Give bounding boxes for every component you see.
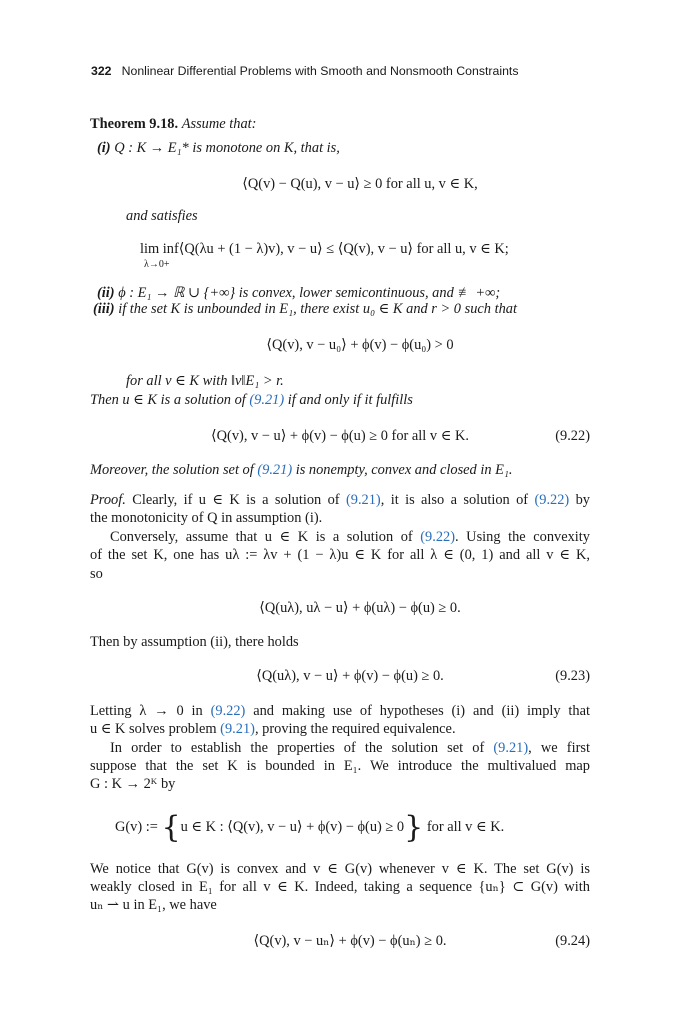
proof-line-10: G : K → 2ᴷ by	[90, 776, 176, 792]
ref-9-21[interactable]: (9.21)	[257, 462, 293, 478]
proof-line-5: so	[90, 566, 103, 582]
ulambda-inequality: ⟨Q(uλ), uλ − u⟩ + ϕ(uλ) − ϕ(u) ≥ 0.	[259, 600, 461, 616]
coercivity-inequality: ⟨Q(v), v − u₀⟩ + ϕ(v) − ϕ(u₀) > 0	[266, 337, 454, 353]
proof-line-7: u ∈ K solves problem (9.21), proving the required equivalence.	[90, 721, 456, 737]
ref-9-21[interactable]: (9.21)	[493, 740, 529, 756]
hypothesis-i: (i) Q : K → E₁* is monotone on K, that is,	[97, 140, 340, 156]
equation-9-24: ⟨Q(v), v − uₙ⟩ + ϕ(v) − ϕ(uₙ) ≥ 0.	[253, 933, 447, 949]
liminf-subscript: λ→0+	[144, 259, 170, 270]
proof-line-2: the monotonicity of Q in assumption (i).	[90, 510, 323, 526]
proof-line-3: Conversely, assume that u ∈ K is a solution of (9.22). Using the convexity	[110, 529, 590, 545]
proof-line-11: We notice that G(v) is convex and v ∈ G(v) whenever v ∈ K. The set G(v) is	[90, 861, 590, 877]
equation-number-9-24: (9.24)	[555, 933, 590, 949]
right-brace: }	[404, 810, 424, 845]
and-satisfies: and satisfies	[126, 208, 198, 224]
for-all-v-norm: for all v ∈ K with ‖v‖E₁ > r.	[126, 373, 284, 389]
hypothesis-iii: (iii) if the set K is unbounded in E₁, there exist u₀ ∈ K and r > 0 such that	[93, 301, 517, 317]
running-title: Nonlinear Differential Problems with Smooth and Nonsmooth Constraints	[121, 64, 519, 78]
left-brace: {	[161, 810, 181, 845]
then-statement: Then u ∈ K is a solution of (9.21) if and only if it fulfills	[90, 392, 413, 408]
proof-line-6: Letting λ → 0 in (9.22) and making use of hypotheses (i) and (ii) imply that	[90, 703, 591, 719]
proof-line-4: of the set K, one has uλ := λv + (1 − λ)u ∈ K for all λ ∈ (0, 1) and all v ∈ K,	[90, 547, 590, 563]
ref-9-22[interactable]: (9.22)	[420, 529, 456, 545]
theorem-label: Theorem 9.18.	[90, 116, 179, 132]
theorem-heading	[90, 115, 590, 133]
proof-line-13: uₙ ⇀ u in E₁, we have	[90, 897, 217, 913]
ref-9-22[interactable]: (9.22)	[534, 492, 570, 508]
equation-number-9-22: (9.22)	[555, 428, 590, 444]
equation-9-22: ⟨Q(v), v − u⟩ + ϕ(v) − ϕ(u) ≥ 0 for all v ∈ K.	[211, 428, 469, 444]
running-header	[91, 64, 591, 79]
equation-number-9-23: (9.23)	[555, 668, 590, 684]
ref-9-22[interactable]: (9.22)	[210, 703, 246, 719]
proof-line-9: suppose that the set K is bounded in E₁. We introduce the multivalued map	[90, 758, 590, 774]
ref-9-21[interactable]: (9.21)	[249, 392, 285, 408]
ref-9-21[interactable]: (9.21)	[345, 492, 381, 508]
proof-line-8: In order to establish the properties of the solution set of (9.21), we first	[110, 740, 590, 756]
set-valued-map-G: G(v) := {u ∈ K : ⟨Q(v), v − u⟩ + ϕ(v) − ϕ(u) ≥ 0} for all v ∈ K.	[115, 810, 505, 845]
page-number: 322	[91, 64, 112, 78]
proof-line-12: weakly closed in E₁ for all v ∈ K. Indeed, taking a sequence {uₙ} ⊂ G(v) with	[90, 879, 590, 895]
liminf-inequality: lim inf⟨Q(λu + (1 − λ)v), v − u⟩ ≤ ⟨Q(v), v − u⟩ for all u, v ∈ K;	[140, 241, 509, 257]
monotone-inequality: ⟨Q(v) − Q(u), v − u⟩ ≥ 0 for all u, v ∈ K,	[242, 176, 478, 192]
theorem-intro: Assume that:	[181, 116, 257, 132]
moreover-statement: Moreover, the solution set of (9.21) is nonempty, convex and closed in E₁.	[90, 462, 513, 478]
hypothesis-ii: (ii) ϕ : E₁ → ℝ ∪ {+∞} is convex, lower semicontinuous, and ≢ +∞;	[97, 285, 501, 301]
proof-line-1: Proof. Clearly, if u ∈ K is a solution of (9.21), it is also a solution of (9.22) by	[90, 492, 590, 508]
then-by-assumption: Then by assumption (ii), there holds	[90, 634, 299, 650]
equation-9-23: ⟨Q(uλ), v − u⟩ + ϕ(v) − ϕ(u) ≥ 0.	[256, 668, 444, 684]
ref-9-21[interactable]: (9.21)	[220, 721, 255, 737]
